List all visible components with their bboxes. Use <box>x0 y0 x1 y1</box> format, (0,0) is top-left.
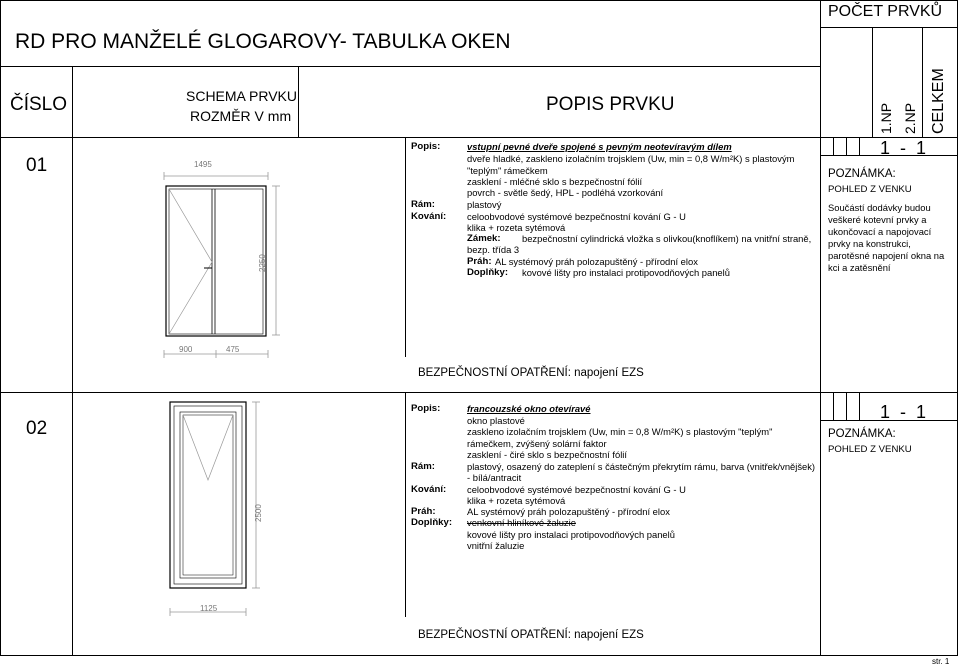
row-number: 02 <box>26 418 48 439</box>
note-view: POHLED Z VENKU <box>828 184 912 195</box>
row-number: 01 <box>26 155 48 176</box>
count-tick <box>859 392 860 420</box>
desc-line: vstupní pevné dveře spojené s pevným neotevíravým dílem <box>467 141 732 152</box>
desc-doplnky: venkovní hliníkové žaluzie <box>467 517 576 528</box>
dim-height: 2250 <box>258 254 267 272</box>
count-total: 1 - 1 <box>880 138 927 158</box>
count-total: 1 - 1 <box>880 402 927 422</box>
row-separator <box>0 392 958 393</box>
label-prah: Práh: <box>467 256 492 267</box>
note-line: kci a zatěsnění <box>828 262 891 273</box>
label-popis: Popis: <box>411 403 441 414</box>
count-tick <box>846 392 847 420</box>
desc-prah: AL systémový práh polozapuštěný - přírodní elox <box>467 506 670 517</box>
col-sep-cislo-hdr <box>72 66 73 138</box>
page-number: str. 1 <box>932 657 950 666</box>
desc-line: dveře hladké, zaskleno izolačním trojsklem (Uw, min = 0,8 W/m²K) s plastovým <box>467 153 795 164</box>
desc-ram2: - bílá/antracit <box>467 472 522 483</box>
note-text <box>828 202 944 274</box>
security-note: BEZPEČNOSTNÍ OPATŘENÍ: napojení EZS <box>418 629 644 641</box>
desc-line: okno plastové <box>467 415 525 426</box>
note-title: POZNÁMKA: <box>828 168 896 180</box>
count-tick <box>833 392 834 420</box>
np2-header: 2.NP <box>902 102 918 134</box>
dim-width-top: 1495 <box>194 160 212 169</box>
header-bottom <box>0 137 958 138</box>
note-line: Součástí dodávky budou <box>828 202 931 213</box>
border-right <box>957 0 958 656</box>
document-title: RD PRO MANŽELÉ GLOGAROVY- TABULKA OKEN <box>15 30 511 53</box>
col-sep-popis-r1 <box>405 137 406 357</box>
note-title: POZNÁMKA: <box>828 428 896 440</box>
desc-line: zasklení - mléčné sklo s bezpečnostní fólií <box>467 176 643 187</box>
desc-zamek2: bezp. třída 3 <box>467 244 520 255</box>
schema-header-line2: ROZMĚR V mm <box>190 108 292 124</box>
note-view: POHLED Z VENKU <box>828 444 912 455</box>
border-top <box>0 0 958 1</box>
desc-doplnky3: vnitřní žaluzie <box>467 540 525 551</box>
count-tick <box>859 137 860 155</box>
count-tick <box>846 137 847 155</box>
label-doplnky: Doplňky: <box>411 517 453 528</box>
desc-line: "teplým" rámečkem <box>467 165 548 176</box>
desc-ram: plastový, osazený do zateplení s částečným překrytím rámu, barva (vnitřek/vnějšek) <box>467 461 816 472</box>
border-left <box>0 0 1 656</box>
desc-ram: plastový <box>467 199 502 210</box>
celkem-header: CELKEM <box>930 68 947 134</box>
col-sep-np1 <box>872 27 873 138</box>
dim-width-bottom: 1125 <box>200 604 218 613</box>
col-sep-cislo-r2 <box>72 392 73 656</box>
door-schema-01 <box>150 150 290 360</box>
col-sep-np2 <box>922 27 923 138</box>
desc-line: francouzské okno otevíravé <box>467 403 591 414</box>
cislo-header: ČÍSLO <box>10 94 68 115</box>
dim-bottom-right: 475 <box>226 345 240 354</box>
col-sep-popis-r2 <box>405 392 406 617</box>
note-line: prvky na konstrukci, <box>828 238 911 249</box>
col-sep-schema-hdr <box>298 66 299 138</box>
desc-line: zasklení - čiré sklo s bezpečnostní fólií <box>467 449 627 460</box>
dim-height: 2500 <box>254 504 263 522</box>
desc-zamek: bezpečnostní cylindrická vložka s olivkou(knoflíkem) na vnitřní straně, <box>522 233 812 244</box>
desc-line: povrch - světle šedý, HPL - podléhá vzorkování <box>467 187 664 198</box>
desc-klika: klika + rozeta sytémová <box>467 495 566 506</box>
label-kovani: Kování: <box>411 211 447 222</box>
label-prah: Práh: <box>411 506 436 517</box>
label-ram: Rám: <box>411 199 435 210</box>
dim-bottom-left: 900 <box>179 345 193 354</box>
note-line: parotěsné napojení okna na <box>828 250 945 261</box>
np1-header: 1.NP <box>878 102 894 134</box>
desc-line: zaskleno izolačním trojsklem (Uw, min = 0,8 W/m²K) s plastovým "teplým" <box>467 426 773 437</box>
note-line: ukončovací a napojovací <box>828 226 932 237</box>
label-zamek: Zámek: <box>467 233 501 244</box>
label-kovani: Kování: <box>411 484 447 495</box>
col-sep-cislo-r1 <box>72 137 73 392</box>
desc-kovani: celoobvodové systémové bezpečnostní kování G - U <box>467 211 686 222</box>
label-ram: Rám: <box>411 461 435 472</box>
desc-kovani: celoobvodové systémové bezpečnostní kování G - U <box>467 484 686 495</box>
desc-prah: AL systémový práh polozapuštěný - přírodní elox <box>495 256 698 267</box>
popis-header: POPIS PRVKU <box>546 94 675 115</box>
count-tick <box>833 137 834 155</box>
desc-klika: klika + rozeta sytémová <box>467 222 566 233</box>
schema-header-line1: SCHEMA PRVKU <box>186 88 297 104</box>
label-popis: Popis: <box>411 141 441 152</box>
pocet-prvku-header: POČET PRVKŮ <box>828 3 943 20</box>
pocet-separator <box>820 27 958 28</box>
title-separator <box>0 66 820 67</box>
desc-line: rámečkem, zvýšený solární faktor <box>467 438 607 449</box>
note-line: veškeré kotevní prvky a <box>828 214 927 225</box>
col-sep-right <box>820 0 821 656</box>
label-doplnky: Doplňky: <box>467 267 509 278</box>
desc-doplnky: kovové lišty pro instalaci protipovodňových panelů <box>522 267 730 278</box>
border-bottom <box>0 655 958 656</box>
desc-doplnky2: kovové lišty pro instalaci protipovodňových panelů <box>467 529 675 540</box>
security-note: BEZPEČNOSTNÍ OPATŘENÍ: napojení EZS <box>418 367 644 379</box>
